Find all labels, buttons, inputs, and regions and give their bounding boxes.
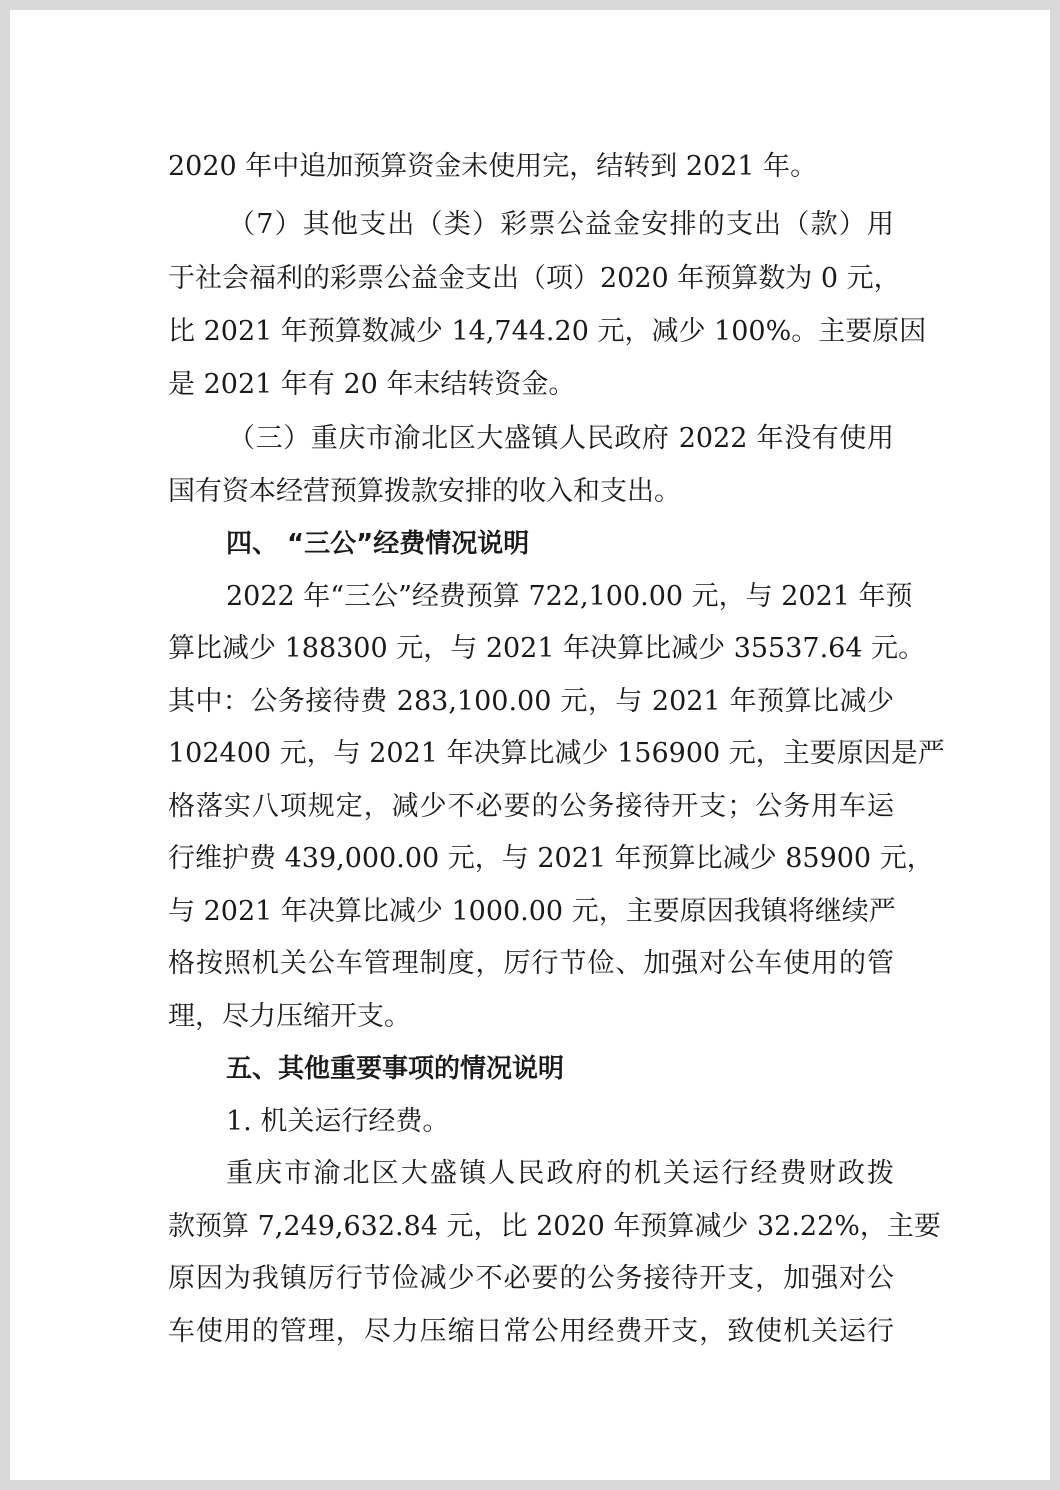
text-line-13: 格落实八项规定，减少不必要的公务接待开支；公务用车运 xyxy=(168,791,894,822)
text-line-12: 102400 元，与 2021 年决算比减少 156900 元，主要原因是严 xyxy=(168,738,945,769)
text-line-17: 理，尽力压缩开支。 xyxy=(168,1001,411,1032)
text-line-2: （7）其他支出（类）彩票公益金安排的支出（款）用 xyxy=(228,209,894,240)
section-heading-five: 五、其他重要事项的情况说明 xyxy=(226,1054,565,1084)
text-line-20: 重庆市渝北区大盛镇人民政府的机关运行经费财政拨 xyxy=(226,1158,894,1189)
document-page xyxy=(10,10,1050,1480)
text-line-16: 格按照机关公车管理制度，厉行节俭、加强对公车使用的管 xyxy=(168,948,894,979)
text-line-15: 与 2021 年决算比减少 1000.00 元，主要原因我镇将继续严 xyxy=(168,896,896,927)
text-line-4: 比 2021 年预算数减少 14,744.20 元，减少 100%。主要原因 xyxy=(168,316,927,347)
text-line-7: 国有资本经营预算拨款安排的收入和支出。 xyxy=(168,476,681,507)
text-line-6: （三）重庆市渝北区大盛镇人民政府 2022 年没有使用 xyxy=(228,423,894,454)
section-heading-four: 四、 “三公”经费情况说明 xyxy=(226,529,530,559)
text-line-1: 2020 年中追加预算资金未使用完，结转到 2021 年。 xyxy=(168,151,818,182)
text-line-3: 于社会福利的彩票公益金支出（项）2020 年预算数为 0 元， xyxy=(168,263,901,294)
text-line-23: 车使用的管理，尽力压缩日常公用经费开支，致使机关运行 xyxy=(168,1316,894,1347)
text-line-14: 行维护费 439,000.00 元，与 2021 年预算比减少 85900 元， xyxy=(168,843,934,874)
text-line-9: 2022 年“三公”经费预算 722,100.00 元，与 2021 年预 xyxy=(226,581,913,612)
text-line-10: 算比减少 188300 元，与 2021 年决算比减少 35537.64 元。 xyxy=(168,633,926,664)
text-line-5: 是 2021 年有 20 年末结转资金。 xyxy=(168,369,576,400)
text-line-11: 其中：公务接待费 283,100.00 元，与 2021 年预算比减少 xyxy=(168,686,894,717)
text-line-19: 1. 机关运行经费。 xyxy=(226,1106,450,1137)
text-line-21: 款预算 7,249,632.84 元，比 2020 年预算减少 32.22%，主要 xyxy=(168,1211,941,1242)
text-line-22: 原因为我镇厉行节俭减少不必要的公务接待开支，加强对公 xyxy=(168,1263,894,1294)
